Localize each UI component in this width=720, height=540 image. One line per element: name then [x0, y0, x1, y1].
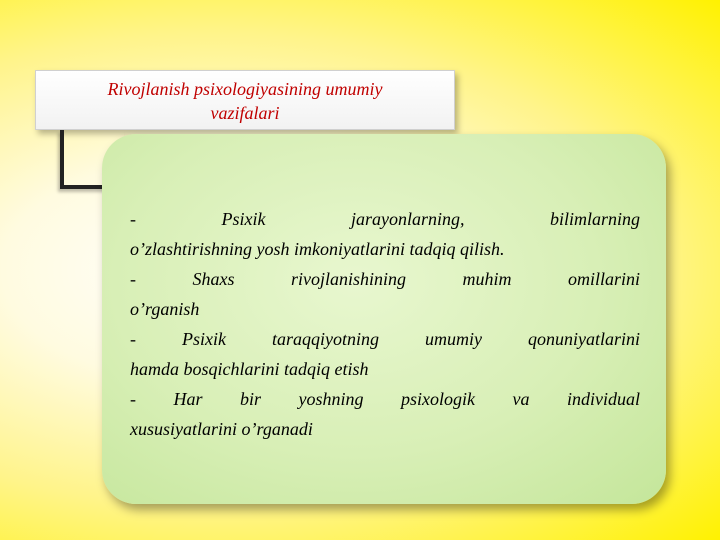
content-line-2: o’zlashtirishning yosh imkoniyatlarini tadqiq qilish. — [130, 239, 505, 259]
content-line-5: - Psixik taraqqiyotning umumiy qonuniyatlarini — [130, 329, 640, 349]
content-text — [130, 204, 640, 444]
content-line-3: - Shaxs rivojlanishining muhim omillarini — [130, 269, 640, 289]
title-line-1: Rivojlanish psixologiyasining umumiy — [107, 79, 383, 99]
content-line-7: - Har bir yoshning psixologik va individual — [130, 389, 640, 409]
content-line-8: xususiyatlarini o’rganadi — [130, 419, 313, 439]
title-line-2: vazifalari — [210, 103, 280, 123]
content-line-6: hamda bosqichlarini tadqiq etish — [130, 359, 369, 379]
content-line-1: - Psixik jarayonlarning, bilimlarning — [130, 209, 640, 229]
content-line-4: o’rganish — [130, 299, 200, 319]
title-box — [35, 70, 455, 130]
